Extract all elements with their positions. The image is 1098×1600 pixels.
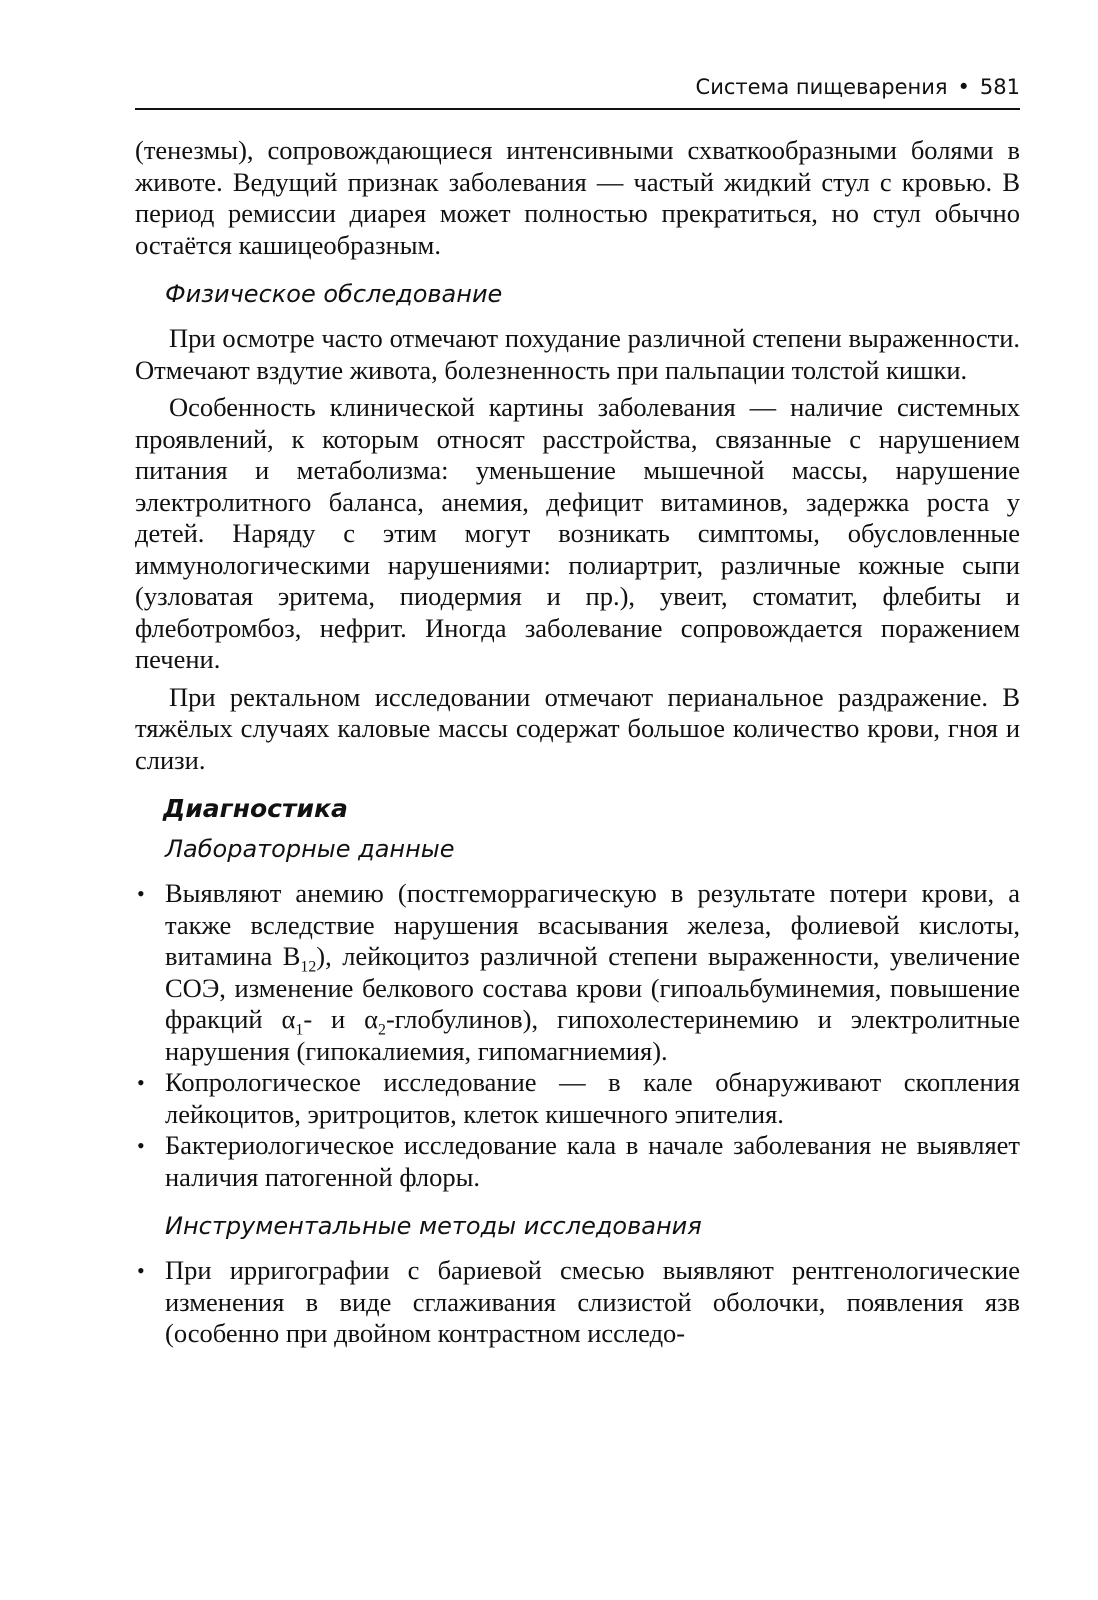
heading-diagnostics: Диагностика	[163, 794, 348, 823]
list-item: • При ирригографии с бариевой смесью выявляют рентгенологические изменения в виде сглаживания слизистой оболочки, появления язв (особенно при двойном контрастном исследо-	[137, 1255, 1020, 1348]
list-item: • Бактериологическое исследование кала в начале заболевания не выявляет наличия патогенной флоры.	[137, 1130, 1020, 1192]
heading-lab-data: Лабораторные данные	[165, 835, 455, 863]
page-number: 581	[979, 75, 1020, 99]
list-item: • Копрологическое исследование — в кале обнаруживают скопления лейкоцитов, эритроцитов, клеток кишечного эпителия.	[137, 1067, 1020, 1129]
heading-physical-exam: Физическое обследование	[165, 280, 503, 308]
section-title: Система пищеварения	[695, 75, 948, 99]
list-item: • Выявляют анемию (постгеморрагическую в результате потери крови, а также вследствие нарушения всасывания железа, фолиевой кислоты, витамина $В_{12}$), лейкоцитоз различной степени выраженности, увеличение СОЭ, изменение белкового состава крови (гипоальбуминемия, повышение фракций $\alpha_1-$ и $\alpha_2-глобулинов$), гипохолестеринемию и электролитные нарушения (гипокалиемия, гипомагниемия).	[137, 878, 1020, 1066]
bullet-icon: •	[137, 1070, 145, 1095]
paragraph-systemic: Особенность клинической картины заболевания — наличие системных проявлений, к которым относят расстройства, связанные с нарушением питания и метаболизма: уменьшение мышечной массы, нарушение электролитного баланса, анемия, дефицит витаминов, задержка роста у детей. Наряду с этим могут возникать симптомы, обусловленные иммунологическими нарушениями: полиартрит, различные кожные сыпи (узловатая эритема, пиодермия и пр.), увеит, стоматит, флебиты и флеботромбоз, нефрит. Иногда заболевание сопровождается поражением печени.	[135, 392, 1020, 674]
bullet-icon: •	[137, 881, 145, 906]
paragraph-continuation: (тенезмы), сопровождающиеся интенсивными схваткообразными болями в животе. Ведущий признак заболевания — частый жидкий стул с кровью. В период ремиссии диарея может полностью прекратиться, но стул обычно остаётся кашицеобразным.	[135, 135, 1020, 260]
paragraph-exam: При осмотре часто отмечают похудание различной степени выраженности. Отмечают вздутие живота, болезненность при пальпации толстой кишки.	[135, 323, 1020, 385]
running-header	[135, 74, 1020, 110]
page-body	[135, 135, 1020, 1350]
header-separator: •	[957, 75, 970, 99]
paragraph-rectal: При ректальном исследовании отмечают перианальное раздражение. В тяжёлых случаях каловые массы содержат большое количество крови, гноя и слизи.	[135, 681, 1020, 775]
heading-instrumental: Инструментальные методы исследования	[165, 1212, 702, 1240]
lab-findings-list	[135, 878, 1020, 1193]
bullet-icon: •	[137, 1133, 145, 1158]
bullet-icon: •	[137, 1258, 145, 1283]
instrumental-list	[135, 1255, 1020, 1350]
